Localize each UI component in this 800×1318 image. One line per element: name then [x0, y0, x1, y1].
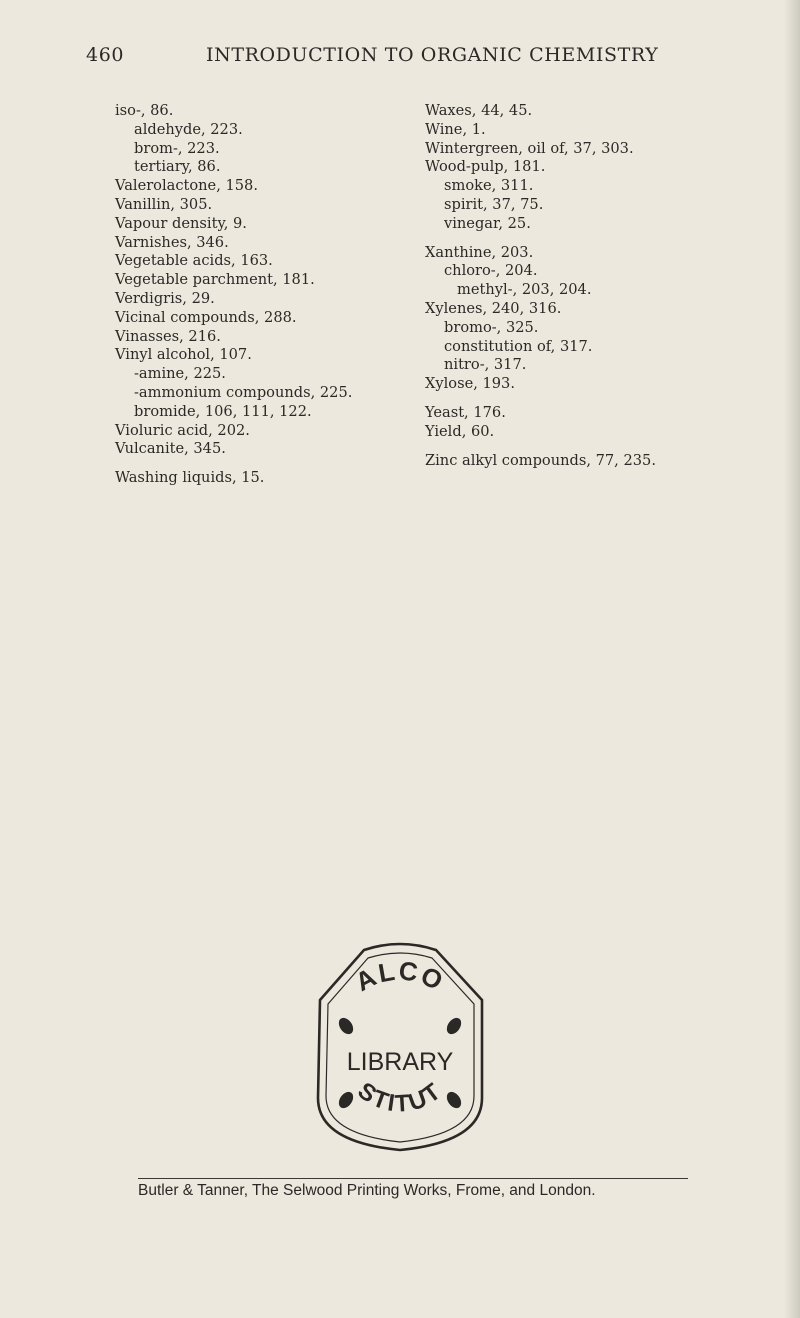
group-spacer	[425, 234, 785, 244]
index-entry: Vegetable parchment, 181.	[115, 271, 315, 289]
index-entry: brom-, 223.	[134, 139, 220, 157]
index-entry: iso-, 86.	[115, 102, 174, 119]
index-column-left	[115, 102, 415, 488]
index-entry: smoke, 311.	[444, 177, 534, 195]
index-entry: Zinc alkyl compounds, 77, 235.	[425, 451, 656, 469]
index-entry: vinegar, 25.	[444, 214, 531, 232]
group-spacer	[425, 394, 785, 404]
index-entry: Waxes, 44, 45.	[425, 102, 533, 119]
footer-rule	[138, 1178, 688, 1179]
index-entry: Vinasses, 216.	[115, 327, 221, 345]
index-entry: Xanthine, 203.	[425, 243, 534, 261]
stamp-bottom-text: STITUT	[352, 1077, 448, 1118]
index-entry: Washing liquids, 15.	[115, 469, 265, 487]
index-entry: bromide, 106, 111, 122.	[134, 402, 312, 420]
page-edge-shadow	[784, 0, 800, 1318]
index-entry: -ammonium compounds, 225.	[134, 383, 353, 401]
index-entry: Vulcanite, 345.	[115, 440, 226, 458]
index-entry: Wintergreen, oil of, 37, 303.	[425, 139, 634, 157]
index-column-right	[425, 102, 785, 470]
svg-text:STITUT	[353, 1077, 448, 1118]
index-entry: Vicinal compounds, 288.	[115, 308, 297, 326]
index-entry: methyl-, 203, 204.	[457, 281, 592, 299]
index-entry: Vegetable acids, 163.	[115, 252, 273, 270]
index-entry: Vanillin, 305.	[115, 195, 213, 213]
index-entry: Yield, 60.	[425, 422, 495, 440]
stamp-center-text: LIBRARY	[346, 1048, 454, 1076]
index-entry: chloro-, 204.	[444, 262, 538, 280]
index-entry: Valerolactone, 158.	[115, 177, 258, 195]
index-entry: spirit, 37, 75.	[444, 195, 544, 213]
index-entry: Xylenes, 240, 316.	[425, 299, 562, 317]
index-entry: nitro-, 317.	[444, 356, 527, 374]
index-entry: Xylose, 193.	[425, 375, 515, 393]
library-stamp	[300, 928, 500, 1156]
index-entry: Wine, 1.	[425, 120, 486, 138]
stamp-top-text: ALCO	[350, 955, 450, 998]
index-entry: Yeast, 176.	[425, 403, 506, 421]
group-spacer	[115, 459, 415, 469]
index-entry: -amine, 225.	[134, 365, 226, 383]
group-spacer	[425, 442, 785, 452]
index-entry: tertiary, 86.	[134, 158, 221, 176]
library-stamp-graphic	[300, 928, 500, 1156]
index-entry: Wood-pulp, 181.	[425, 158, 546, 176]
printer-imprint: Butler & Tanner, The Selwood Printing Works, Frome, and London.	[138, 1182, 596, 1199]
index-entry: bromo-, 325.	[444, 318, 539, 336]
index-entry: Vinyl alcohol, 107.	[115, 346, 252, 364]
running-title: INTRODUCTION TO ORGANIC CHEMISTRY	[206, 44, 659, 66]
page-number: 460	[86, 44, 125, 66]
index-entry: Vapour density, 9.	[115, 214, 247, 232]
index-entry: Verdigris, 29.	[115, 289, 215, 307]
index-entry: Varnishes, 346.	[115, 233, 229, 251]
index-entry: constitution of, 317.	[444, 337, 593, 355]
index-entry: aldehyde, 223.	[134, 120, 243, 138]
index-entry: Violuric acid, 202.	[115, 421, 250, 439]
